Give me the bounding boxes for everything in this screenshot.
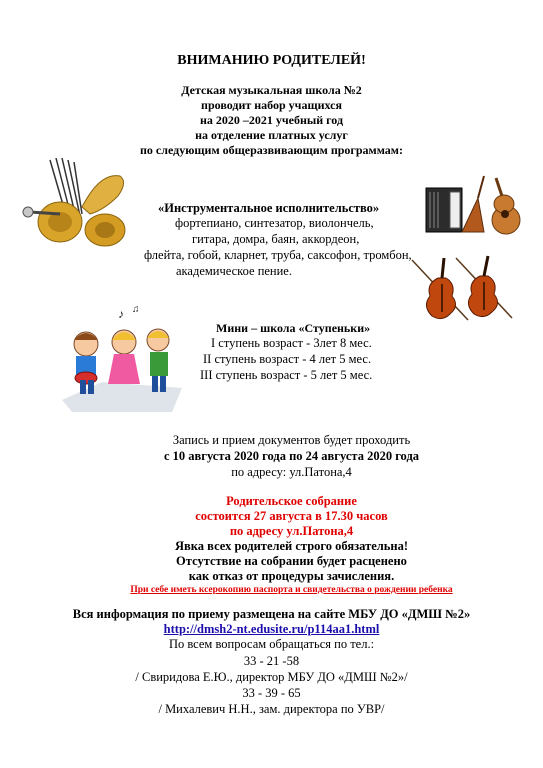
- program1-heading: «Инструментальное исполнительство»: [158, 201, 380, 215]
- program1-line-3: флейта, гобой, кларнет, труба, саксофон, тромбон,: [144, 248, 412, 262]
- page-title: ВНИМАНИЮ РОДИТЕЛЕЙ!: [177, 53, 366, 68]
- registration-address: по адресу: ул.Патона,4: [231, 465, 352, 479]
- svg-text:♪: ♪: [118, 307, 124, 321]
- folk-instruments-image: [424, 174, 524, 236]
- program1-line-2: гитара, домра, баян, аккордеон,: [192, 232, 360, 246]
- meeting-time: состоится 27 августа в 17.30 часов: [195, 509, 388, 523]
- brass-instruments-image: [20, 152, 135, 252]
- phone-1: 33 - 21 -58: [243, 654, 300, 668]
- program1-line-4: академическое пение.: [176, 264, 292, 278]
- intro-line-3: на 2020 –2021 учебный год: [199, 113, 344, 127]
- intro-line-2: проводит набор учащихся: [201, 98, 342, 112]
- svg-text:♫: ♫: [132, 304, 140, 315]
- children-musicians-image: [62, 300, 182, 412]
- documents-note: При себе иметь ксерокопию паспорта и свидетельства о рождении ребенка: [130, 585, 453, 595]
- meeting-absence: Отсутствие на собрании будет расценено: [176, 554, 407, 568]
- program2-line-1: I ступень возраст - 3лет 8 мес.: [211, 336, 372, 350]
- program1-line-1: фортепиано, синтезатор, виолончель,: [175, 216, 374, 230]
- intro-line-1: Детская музыкальная школа №2: [181, 83, 362, 97]
- registration-dates: с 10 августа 2020 года по 24 августа 2020 года: [163, 449, 420, 463]
- contact-person-2: / Михалевич Н.Н., зам. директора по УВР/: [158, 702, 385, 716]
- meeting-attendance: Явка всех родителей строго обязательна!: [175, 539, 408, 553]
- meeting-address: по адресу ул.Патона,4: [229, 524, 354, 538]
- registration-line: Запись и прием документов будет проходить: [172, 433, 411, 447]
- program2-heading: Мини – школа «Ступеньки»: [216, 321, 371, 335]
- program2-line-2: II ступень возраст - 4 лет 5 мес.: [203, 352, 372, 366]
- website-link[interactable]: http://dmsh2-nt.edusite.ru/p114aa1.html: [163, 622, 380, 636]
- program2-line-3: III ступень возраст - 5 лет 5 мес.: [200, 368, 373, 382]
- violins-image: [408, 254, 520, 324]
- intro-line-5: по следующим общеразвивающим программам:: [140, 143, 403, 157]
- meeting-refusal: как отказ от процедуры зачисления.: [188, 569, 395, 583]
- contact-person-1: / Свиридова Е.Ю., директор МБУ ДО «ДМШ №2»/: [135, 670, 408, 684]
- website-info: Вся информация по приему размещена на сайте МБУ ДО «ДМШ №2»: [72, 607, 471, 621]
- intro-line-4: на отделение платных услуг: [195, 128, 348, 142]
- phone-2: 33 - 39 - 65: [242, 686, 301, 700]
- meeting-title: Родительское собрание: [226, 494, 357, 508]
- questions-line: По всем вопросам обращаться по тел.:: [168, 637, 375, 651]
